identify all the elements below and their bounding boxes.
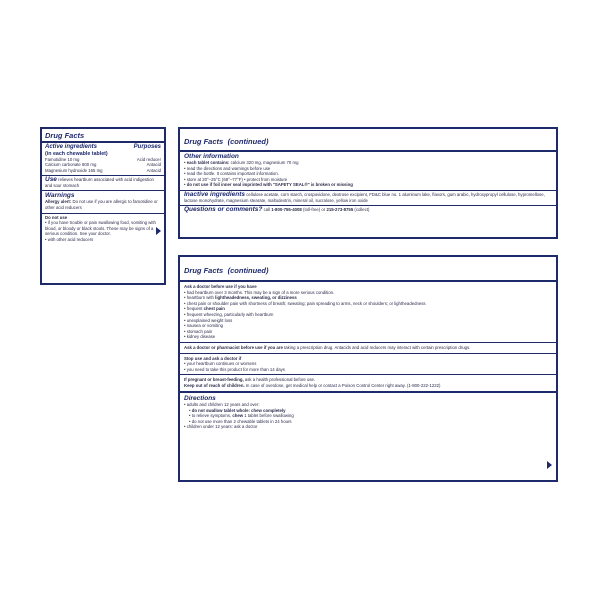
- top-panel-title: Drug Facts: [184, 137, 224, 146]
- ask-doctor-item: • unexplained weight loss: [184, 318, 552, 324]
- keep-out-text: In case of overdose, get medical help or contact a Poison Control Center right away. (1-800-222-1222): [245, 382, 441, 388]
- other-information-section: [180, 150, 556, 190]
- active-ingredients-heading: Active ingredients: [45, 144, 98, 150]
- ask-pharmacist-text: taking a prescription drug. Antacids and acid reducers may interact with certain prescription drugs.: [284, 344, 471, 350]
- drug-facts-panel-top-right: [178, 127, 558, 239]
- other-information-bold: do not use if foil inner seal imprinted with "SAFETY SEAL®" is broken or missing: [186, 182, 353, 188]
- phone-collect[interactable]: 215-273-8755: [326, 207, 354, 213]
- pregnancy-heading: If pregnant or breast-feeding,: [184, 377, 244, 383]
- inactive-ingredients-text: cellulose acetate, corn starch, crospovidone, dextrose excipient, FD&C blue no. 1 aluminum lake, flavors, gum arabic, hydroxypropyl cellulose, hypromellose, lactose monohydrate, magnesium stearate, maltodextrin, mineral oil, sucralose, yellow iron oxide: [184, 191, 545, 203]
- use-heading: Use: [45, 176, 57, 184]
- ask-doctor-item: • nausea or vomiting: [184, 323, 552, 329]
- allergy-text: Do not use if you are allergic to famotidine or other acid reducers: [45, 199, 158, 211]
- ask-pharmacist-section: [180, 342, 556, 353]
- directions-child: • children under 12 years: ask a doctor: [184, 424, 552, 430]
- other-information-bold: each tablet contains:: [186, 160, 230, 165]
- top-panel-title-cont: (continued): [227, 137, 269, 146]
- inactive-ingredients-heading: Inactive ingredients: [184, 190, 246, 198]
- active-ingredients-subheading: (in each chewable tablet): [45, 150, 108, 157]
- other-information-text: calcium 320 mg, magnesium 70 mg: [230, 160, 299, 165]
- continue-arrow-icon: [156, 227, 161, 235]
- ingredient-name: Famotidine 10 mg: [45, 156, 80, 162]
- drug-facts-panel-left: [40, 127, 166, 285]
- warnings-section: [42, 190, 164, 212]
- ask-doctor-list: [184, 290, 552, 340]
- ingredient-purpose: Antacid: [146, 162, 161, 168]
- other-information-text: read the directions and warnings before use: [186, 165, 271, 171]
- other-information-item: [184, 182, 552, 188]
- do-not-use-item: • if you have trouble or pain swallowing food, vomiting with blood, or bloody or black stools. These may be signs of a serious condition. See your doctor.: [45, 220, 161, 237]
- ingredient-purpose: Antacid: [146, 167, 161, 173]
- directions-sub-bold: chew: [232, 413, 244, 419]
- directions-sub-post: 1 tablet before swallowing: [244, 413, 294, 419]
- pregnancy-text: ask a health professional before use.: [244, 377, 316, 383]
- directions-section: [180, 391, 556, 432]
- ingredient-name: Calcium carbonate 800 mg: [45, 162, 97, 168]
- pregnancy-section: [180, 374, 556, 390]
- ask-doctor-item: • had heartburn over 3 months. This may be a sign of a more serious condition.: [184, 290, 552, 296]
- other-information-list: [184, 160, 552, 188]
- other-information-text: read the bottle. It contains important information.: [186, 171, 279, 177]
- questions-heading: Questions or comments?: [184, 206, 263, 214]
- ask-doctor-section: [180, 280, 556, 342]
- drug-facts-panel-bottom-right: [178, 255, 558, 482]
- left-panel-title: Drug Facts: [45, 131, 85, 140]
- other-information-text: store at 20°–25°C (68°–77°F) • protect from moisture: [186, 176, 288, 182]
- bottom-panel-title-cont: (continued): [227, 266, 269, 275]
- phone-tollfree[interactable]: 1-800-755-4008: [271, 207, 302, 213]
- ingredient-row: [45, 168, 161, 174]
- do-not-use-section: [42, 213, 164, 245]
- directions-sub-list: [184, 408, 552, 425]
- do-not-use-heading: Do not use: [45, 214, 68, 220]
- stop-use-section: [180, 353, 556, 375]
- stop-use-item: • your heartburn continues or worsens: [184, 361, 552, 367]
- phone-tollfree-note: (toll-free) or: [303, 207, 326, 213]
- keep-out-heading: Keep out of reach of children.: [184, 382, 245, 388]
- ask-doctor-item: • frequent wheezing, particularly with heartburn: [184, 312, 552, 318]
- directions-sub-bold: do not swallow tablet whole: chew completely: [191, 407, 286, 413]
- questions-section: [180, 205, 556, 215]
- ingredient-name: Magnesium hydroxide 165 mg: [45, 167, 103, 173]
- ask-doctor-item: • frequent chest pain: [184, 306, 552, 312]
- bottom-panel-title: Drug Facts: [184, 266, 224, 275]
- other-information-heading: Other information: [184, 153, 239, 160]
- ask-doctor-item: • chest pain or shoulder pain with shortness of breath; sweating; pain spreading to arms, neck or shoulders; or lightheadedness: [184, 301, 552, 307]
- stop-use-item: • you need to take this product for more than 14 days: [184, 367, 552, 373]
- questions-call-text: call: [263, 207, 271, 213]
- ask-doctor-item: • stomach pain: [184, 329, 552, 335]
- ingredient-list: [45, 157, 161, 174]
- phone-collect-note: (collect): [354, 207, 370, 213]
- directions-heading: Directions: [184, 394, 216, 402]
- use-section: [42, 175, 164, 190]
- directions-adult: • adults and children 12 years and over:: [184, 402, 552, 408]
- active-ingredients-section: [42, 141, 164, 175]
- warnings-heading: Warnings: [45, 192, 75, 200]
- inactive-ingredients-section: [180, 190, 556, 205]
- ask-doctor-item: • kidney disease: [184, 334, 552, 340]
- allergy-label: Allergy alert:: [45, 199, 72, 205]
- purposes-heading: Purposes: [133, 144, 161, 150]
- stop-use-heading: Stop use and ask a doctor if: [184, 355, 242, 361]
- directions-sub-pre: to relieve symptoms,: [191, 413, 232, 419]
- directions-sub-pre: do not use more than 2 chewable tablets in 24 hours: [191, 418, 292, 424]
- ask-doctor-heading: Ask a doctor before use if you have: [184, 284, 257, 289]
- do-not-use-item: • with other acid reducers: [45, 237, 161, 243]
- ask-doctor-item: • heartburn with lightheadedness, sweating, or dizziness: [184, 295, 552, 301]
- continue-arrow-icon: [547, 461, 552, 469]
- use-text: relieves heartburn associated with acid indigestion and sour stomach: [45, 177, 154, 188]
- ingredient-purpose: Acid reducer: [136, 156, 161, 162]
- ask-pharmacist-heading: Ask a doctor or pharmacist before use if you are: [184, 344, 283, 350]
